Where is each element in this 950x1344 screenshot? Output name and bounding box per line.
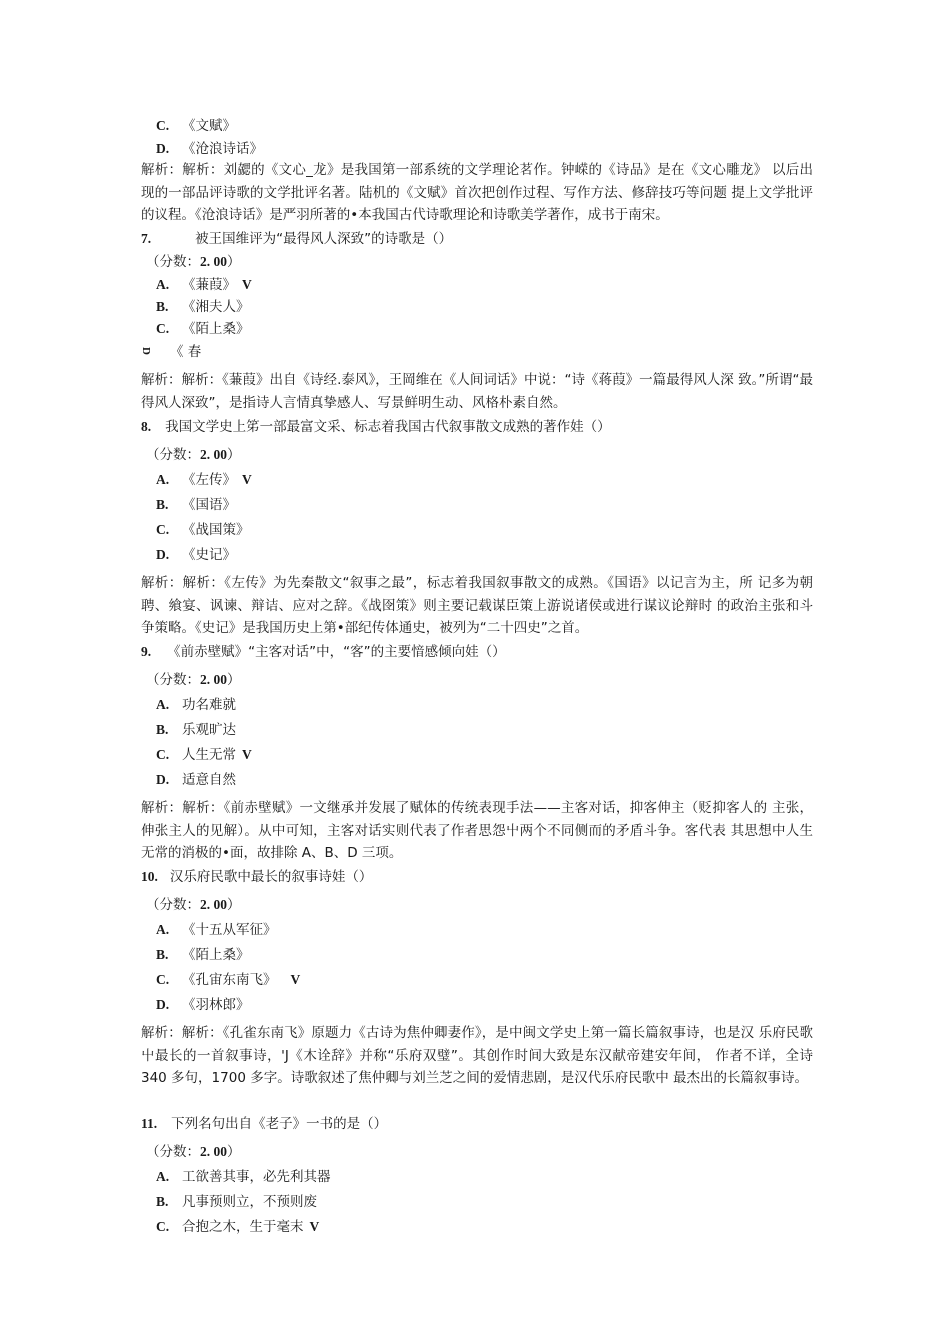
option-b: B. 乐观旷达	[156, 722, 236, 738]
correct-mark: V	[309, 1219, 320, 1234]
option-b: B. 《湘夫人》	[156, 299, 250, 315]
correct-mark: V	[242, 277, 252, 292]
option-c: C. 《战国策》	[156, 522, 250, 538]
option-b: B. 《陌上桑》	[156, 947, 250, 963]
option-a: A. 《左传》 V	[156, 472, 252, 488]
option-a: A. 《十五从军征》	[156, 922, 277, 938]
score-label: （分数：2. 00）	[146, 672, 241, 688]
analysis-text: 解析：解析：《蒹葭》出自《诗经.泰风》，王岡维在《人间词话》中说：“诗《蒋葭》一篇最得风人深 致。”所谓“最得风人深致”，是指诗人言情真挚感人、写景鲜明生动、风格朴素自然。	[141, 372, 813, 411]
option-c: C. 人生无常 V	[156, 747, 252, 763]
analysis-text: 解析：解析：《孔雀东南飞》原题力《古诗为焦仲卿妻作》，是中闽文学史上第一篇长篇叙事诗，也是汉 乐府民歌屮最长的一首叙事诗，'J《木诠辞》并称“乐府双璧”。其创作时间大致是东汉献帝建安年间， 作者不详，全诗 340 多句，1700 多字。诗歌叙述了焦仲卿与刘兰芝之间的爱情悲剧，是汉代乐府民歌中 最杰出的长篇叙事诗。	[141, 1025, 813, 1086]
question-9: 9. 《前赤壁赋》“主客对话”中，“客”的主要愔感倾向娃（）	[141, 644, 506, 660]
question-7: 7. 被王国维评为“最得风人深致”的诗歌是（）	[141, 231, 453, 247]
correct-mark: V	[242, 747, 252, 762]
option-d: D. 《羽林郎》	[156, 997, 250, 1013]
option-d: D. 《史记》	[156, 547, 236, 563]
analysis-text: 解析：解析：刘勰的《文心_龙》是我国第一部系统的文学理论茗作。钟嵘的《诗品》是在《文心雕龙》 以后出现的一部品评诗歌的文学批评名著。陆机的《文赋》首次把创作过程、写作方法、修辞技巧等问题 提上文学批评的议程。《沧浪诗话》是严羽所著的•本我国古代诗歌理论和诗歌美学著作，成书于南宋。	[141, 162, 813, 223]
correct-mark: V	[242, 472, 252, 487]
option-d: D. 适意自然	[156, 772, 236, 788]
option-d: D. 《沧浪诗话》	[156, 141, 263, 157]
option-a: A. 《蒹葭》 V	[156, 277, 252, 293]
option-d-letter: D	[140, 347, 152, 355]
option-b: B. 凡事预则立，不预则废	[156, 1194, 317, 1210]
option-c: C. 《陌上桑》	[156, 321, 250, 337]
score-label: （分数：2. 00）	[146, 447, 241, 463]
option-c: C. 《文赋》	[156, 118, 236, 134]
question-10: 10. 汉乐府民歌中最长的叙事诗娃（）	[141, 869, 373, 885]
score-label: （分数：2. 00）	[146, 254, 241, 270]
analysis-text: 解析：解析：《左传》为先秦散文“叙事之最”，标志着我国叙事散文的成熟。《国语》以记言为主，所 记多为朝聘、飨宴、讽谏、辩诘、应对之辞。《战囹策》则主要记载谋臣策上游说诸侯或进行谋议论辩时 的政治主张和斗争策略。《史记》是我国历史上第•部纪传体通史，被列为“二十四史”之首。	[141, 575, 813, 636]
score-label: （分数：2. 00）	[146, 1144, 241, 1160]
question-8: 8. 我国文学史上笫一部最富文采、标志着我国古代叙事散文成熟的著作娃（）	[141, 419, 611, 435]
option-c: C. 《孔宙东南飞》 V	[156, 972, 301, 988]
option-a: A. 功名难就	[156, 697, 236, 713]
option-d-text: 《 春	[170, 344, 202, 360]
option-a: A. 工欲善其事，必先利其器	[156, 1169, 331, 1185]
option-b: B. 《国语》	[156, 497, 236, 513]
analysis-text: 解析：解析：《前赤壁赋》一文继承并发展了赋体的传统表现手法——主客对话，抑客伸主（贬抑客人的 主张，伸张主人的见解）。从中可知，主客对话实则代表了作者思怨屮两个不同侧而的矛盾斗争。客代表 其思想中人生无常的消极的•面，故排除 A、B、D 三项。	[141, 800, 813, 861]
option-c: C. 合抱之木，生于毫末 V	[156, 1219, 320, 1235]
question-11: 11. 下列名句出自《老子》一书的是（）	[141, 1116, 388, 1132]
correct-mark: V	[290, 972, 301, 987]
score-label: （分数：2. 00）	[146, 897, 241, 913]
